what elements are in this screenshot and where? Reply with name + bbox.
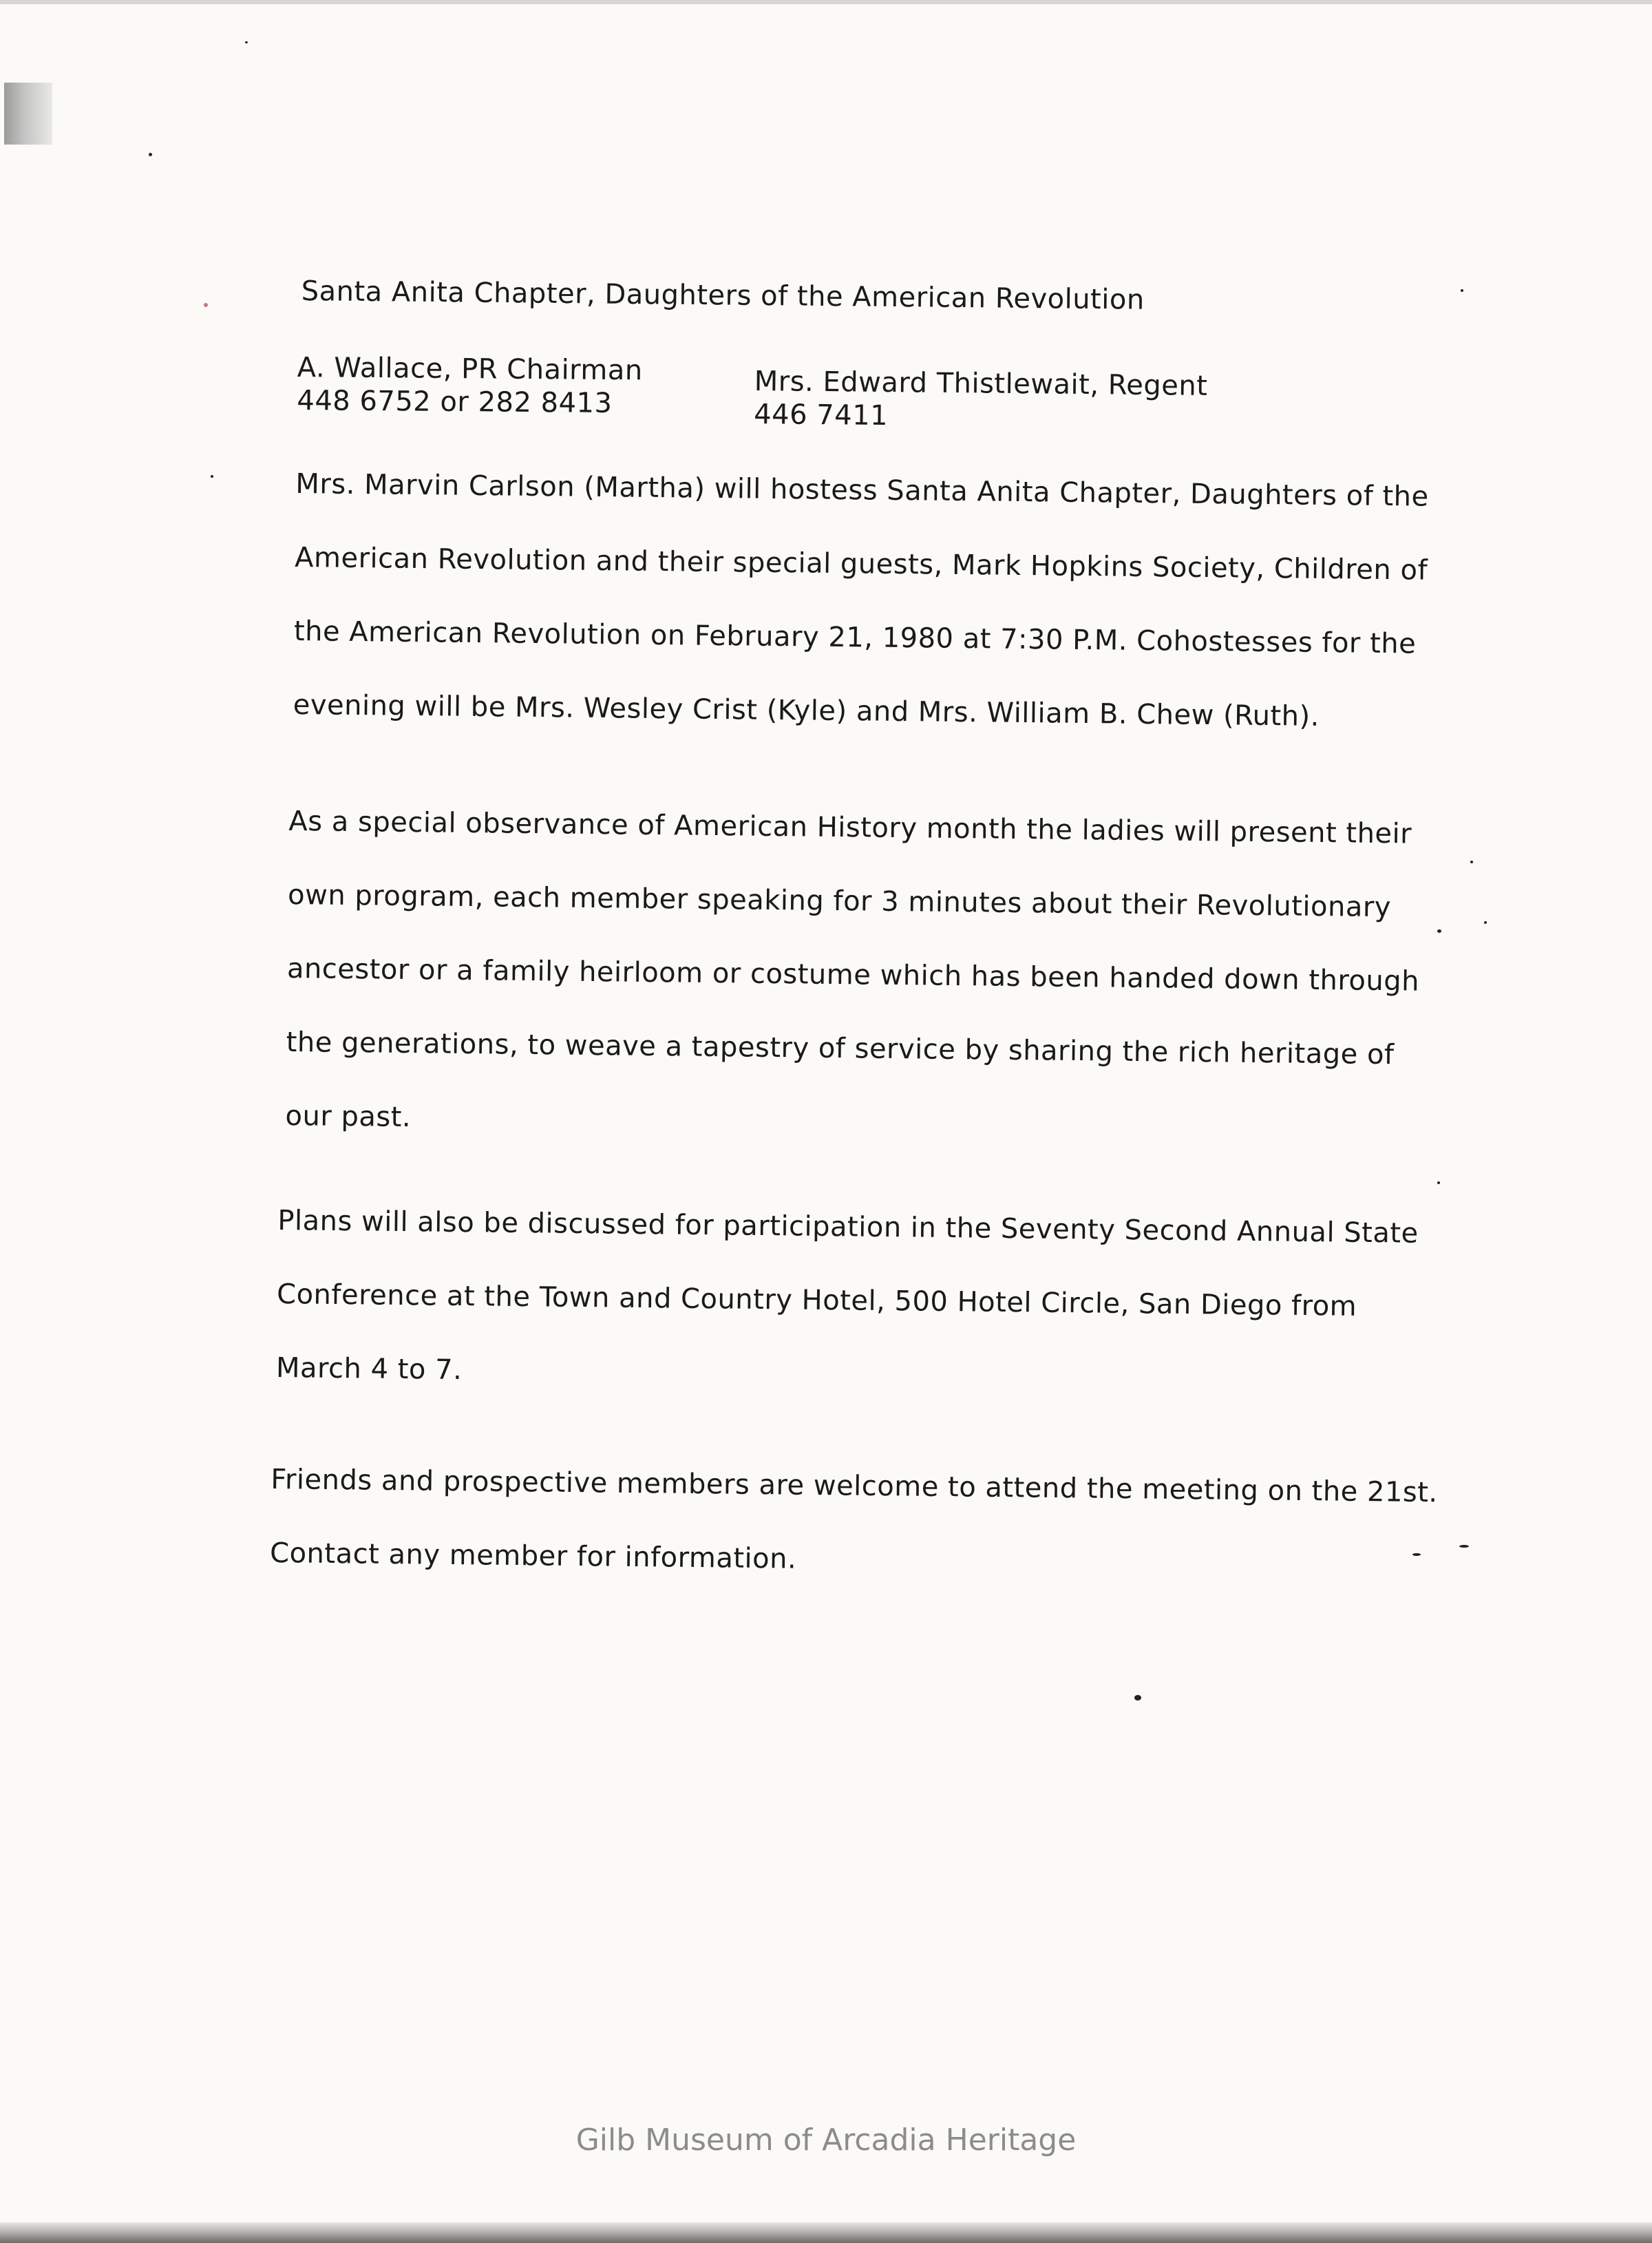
speck (245, 41, 248, 43)
paragraph-line: our past. (285, 1099, 412, 1134)
paragraph-line: Contact any member for information. (269, 1537, 797, 1575)
document-heading: Santa Anita Chapter, Daughters of the American Revolution (301, 275, 1145, 316)
paragraph-line: Conference at the Town and Country Hotel, 500 Hotel Circle, San Diego from (276, 1278, 1357, 1323)
paragraph-line: As a special observance of American History month the ladies will present their (288, 805, 1412, 850)
speck (1470, 861, 1473, 863)
paragraph-line: own program, each member speaking for 3 minutes about their Revolutionary (287, 878, 1392, 924)
scan-smudge (4, 83, 52, 145)
speck (204, 303, 208, 307)
contact-name: A. Wallace, PR Chairman (297, 351, 643, 387)
contact-phone: 446 7411 (754, 398, 889, 432)
paragraph-line: American Revolution and their special guests, Mark Hopkins Society, Children of (294, 541, 1428, 587)
page-bottom-edge (0, 2222, 1652, 2243)
paragraph-state-conference (275, 1184, 1419, 1418)
contact-pr-chairman (297, 351, 643, 420)
paragraph-line: the generations, to weave a tapestry of service by sharing the rich heritage of (286, 1026, 1395, 1071)
paragraph-meeting-announcement (293, 447, 1429, 755)
speck (1459, 1545, 1469, 1548)
speck (211, 475, 213, 478)
paragraph-line: Friends and prospective members are welcome to attend the meeting on the 21st. (271, 1463, 1438, 1509)
page-top-edge (0, 0, 1652, 4)
contact-regent (754, 365, 1208, 436)
contact-phones: 448 6752 or 282 8413 (297, 384, 613, 419)
speck (1461, 289, 1463, 292)
paragraph-line: ancestor or a family heirloom or costume which has been handed down through (286, 952, 1420, 998)
speck (149, 153, 152, 156)
paragraph-line: Plans will also be discussed for participation in the Seventy Second Annual State (277, 1204, 1419, 1250)
speck (1437, 929, 1441, 933)
speck (1484, 921, 1487, 924)
paragraph-line: March 4 to 7. (275, 1351, 463, 1387)
paragraph-line: the American Revolution on February 21, 1980 at 7:30 P.M. Cohostesses for the (293, 615, 1417, 660)
speck (1437, 1181, 1440, 1184)
paragraph-line: evening will be Mrs. Wesley Crist (Kyle) and Mrs. William B. Chew (Ruth). (293, 688, 1320, 733)
speck (1134, 1695, 1141, 1700)
paragraph-invitation (270, 1443, 1439, 1603)
contact-name: Mrs. Edward Thistlewait, Regent (754, 365, 1208, 402)
paragraph-line: Mrs. Marvin Carlson (Martha) will hostess Santa Anita Chapter, Daughters of the (295, 467, 1429, 513)
museum-watermark: Gilb Museum of Arcadia Heritage (575, 2123, 1077, 2158)
paragraph-program (285, 785, 1421, 1166)
